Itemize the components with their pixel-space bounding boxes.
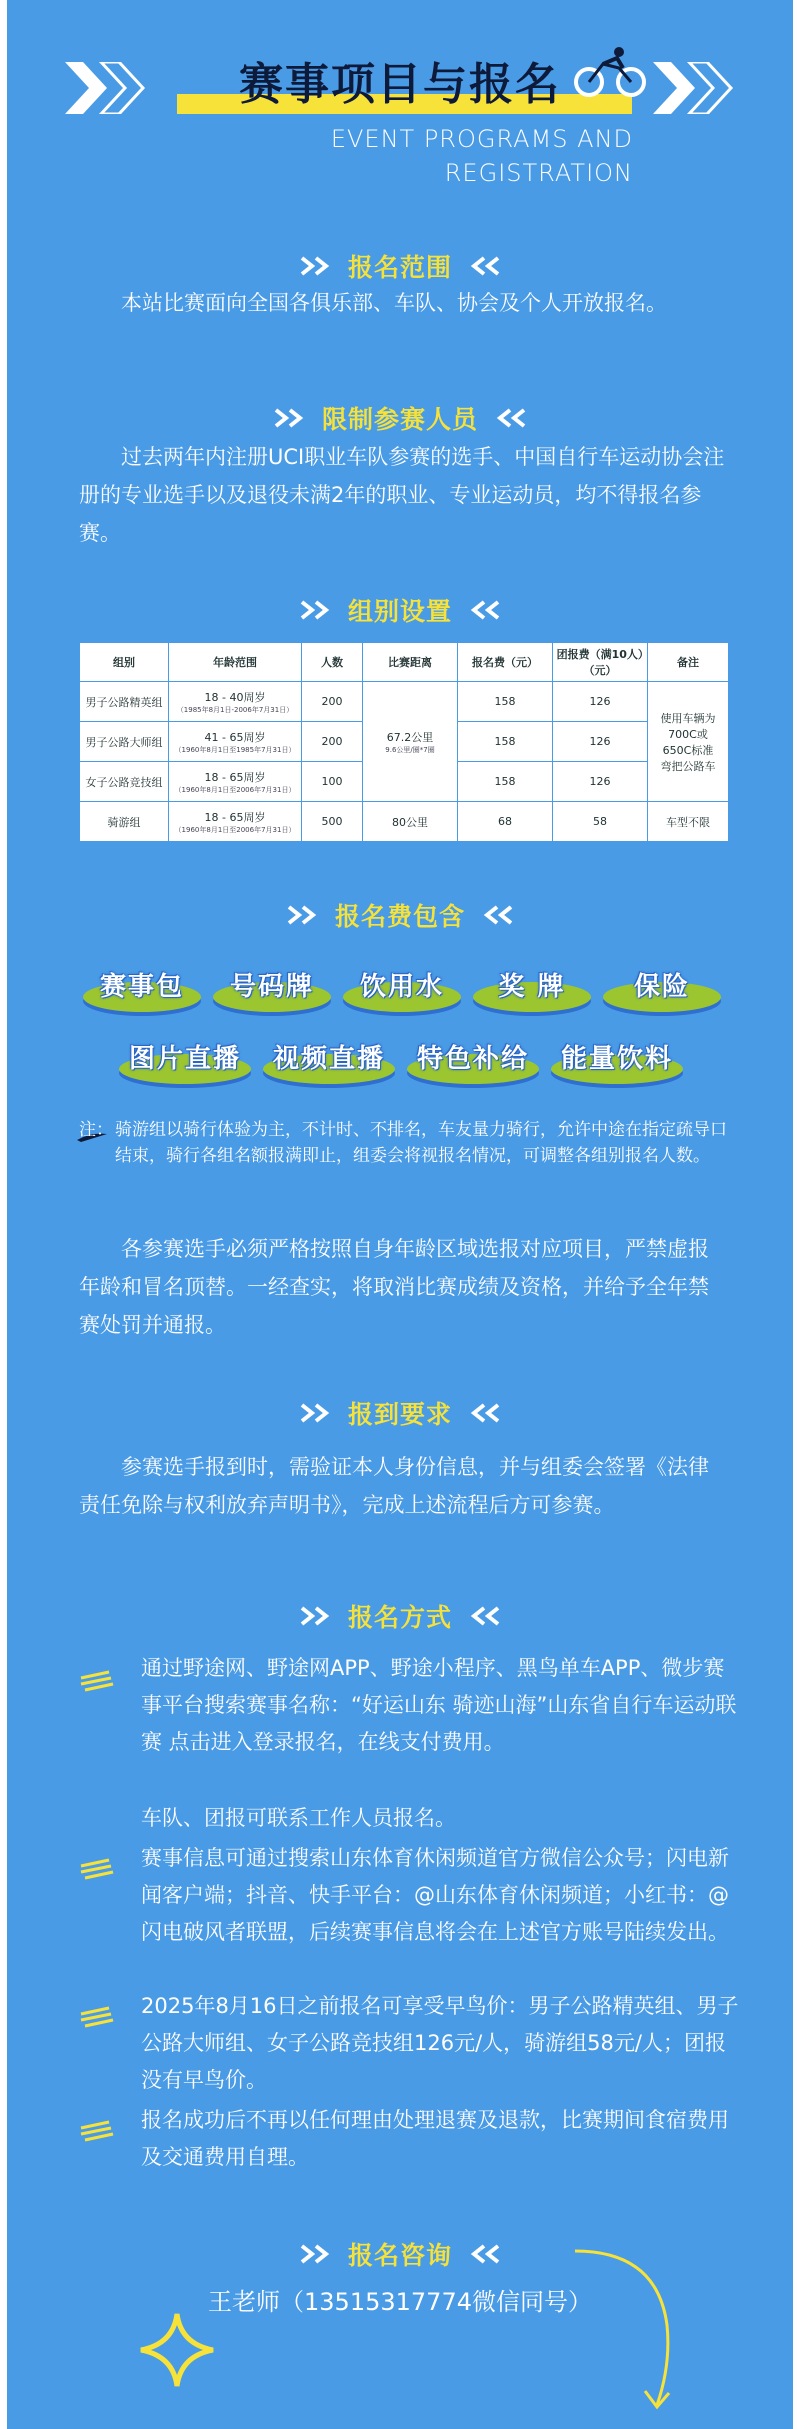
include-label: 能量饮料	[560, 1044, 673, 1074]
list-item: 赛事信息可通过搜索山东体育休闲频道官方微信公众号；闪电新闻客户端；抖音、快手平台：@山东体育休闲频道；小红书：@闪电破风者联盟，后续赛事信息将会在上述官方账号陆续发出。	[141, 1846, 729, 1944]
double-chevron-left-icon	[466, 256, 500, 276]
participant-count: 200	[302, 682, 363, 722]
section-heading-method	[7, 1598, 793, 1634]
column-header: 组别	[80, 643, 169, 682]
restricted-text: 过去两年内注册UCI职业车队参赛的选手、中国自行车运动协会注册的专业选手以及退役未满2年的职业、专业运动员，均不得报名参赛。	[79, 445, 725, 545]
group-name: 男子公路精英组	[80, 682, 169, 722]
checkin-text: 参赛选手报到时，需验证本人身份信息，并与组委会签署《法律责任免除与权利放弃声明书》，完成上述流程后方可参赛。	[79, 1455, 709, 1517]
tour-group-note	[79, 1117, 729, 1169]
age-range	[169, 762, 302, 802]
double-chevron-right-icon	[300, 600, 334, 620]
table-row	[80, 682, 729, 722]
age-warning-text: 各参赛选手必须严格按照自身年龄区域选报对应项目，严禁虚报年龄和冒名顶替。一经查实，将取消比赛成绩及资格，并给予全年禁赛处罚并通报。	[79, 1237, 709, 1337]
group-name: 骑游组	[80, 802, 169, 842]
sparkle-icon	[137, 2310, 217, 2390]
page-subtitle-en	[331, 122, 633, 190]
groups-table	[79, 642, 729, 842]
team-fee: 58	[553, 802, 648, 842]
age-detail: （1960年8月1日至2006年7月31日）	[174, 825, 296, 834]
section-heading-checkin	[7, 1395, 793, 1431]
double-chevron-left-icon	[466, 2244, 500, 2264]
age-value: 41 - 65周岁	[204, 730, 266, 744]
distance-detail: 9.6公里/圈*7圈	[385, 745, 435, 754]
double-chevron-right-icon	[300, 2244, 334, 2264]
include-badge	[83, 960, 201, 1014]
column-header: 年龄范围	[169, 643, 302, 682]
race-distance	[363, 682, 458, 802]
race-distance-tour: 80公里	[363, 802, 458, 842]
entry-fee: 158	[458, 682, 553, 722]
cyclist-icon	[573, 44, 649, 100]
include-label: 特色补给	[416, 1044, 529, 1074]
team-fee: 126	[553, 682, 648, 722]
table-header-row	[80, 643, 729, 682]
section-title: 限制参赛人员	[321, 405, 478, 434]
participant-count: 200	[302, 722, 363, 762]
list-item: 通过野途网、野途网APP、野途小程序、黑鸟单车APP、微步赛事平台搜索赛事名称：“好运山东 骑迹山海”山东省自行车运动联赛 点击进入登录报名，在线支付费用。	[141, 1656, 737, 1754]
subtitle-line-2: REGISTRATION	[444, 159, 633, 187]
entry-fee: 158	[458, 762, 553, 802]
column-header: 团报费（满10人）（元）	[553, 643, 648, 682]
subtitle-line-1: EVENT PROGRAMS AND	[330, 125, 633, 153]
age-detail: （1960年8月1日至1985年7月31日）	[174, 745, 296, 754]
double-chevron-right-icon	[300, 1606, 334, 1626]
section-heading-groups	[7, 592, 793, 628]
include-label: 图片直播	[128, 1044, 241, 1074]
note-label: 注：	[79, 1120, 113, 1140]
age-value: 18 - 40周岁	[204, 690, 266, 704]
section-title: 报到要求	[347, 1400, 452, 1429]
double-chevron-right-icon	[300, 256, 334, 276]
group-name: 男子公路大师组	[80, 722, 169, 762]
remark-tour: 车型不限	[648, 802, 729, 842]
include-badge	[119, 1032, 251, 1086]
speed-lines-bullet-icon	[79, 2120, 115, 2142]
double-chevron-right-icon	[274, 408, 308, 428]
column-header: 人数	[302, 643, 363, 682]
include-badge	[407, 1032, 539, 1086]
age-detail: （1985年8月1日-2006年7月31日）	[176, 705, 294, 714]
entry-fee: 68	[458, 802, 553, 842]
include-label: 号码牌	[229, 972, 314, 1002]
entry-fee: 158	[458, 722, 553, 762]
section-title: 报名费包含	[334, 902, 465, 931]
registration-page	[7, 0, 793, 2429]
remark-main: 使用车辆为700C或650C标准弯把公路车	[648, 682, 729, 802]
section-title: 组别设置	[347, 597, 452, 626]
participant-count: 100	[302, 762, 363, 802]
age-range	[169, 682, 302, 722]
include-badge	[263, 1032, 395, 1086]
column-header: 备注	[648, 643, 729, 682]
scope-text: 本站比赛面向全国各俱乐部、车队、协会及个人开放报名。	[121, 291, 667, 315]
group-name: 女子公路竞技组	[80, 762, 169, 802]
section-title: 报名范围	[347, 253, 452, 282]
section-title: 报名咨询	[347, 2241, 452, 2270]
double-chevron-left-icon	[479, 905, 513, 925]
include-label: 视频直播	[272, 1044, 385, 1074]
list-item: 车队、团报可联系工作人员报名。	[141, 1806, 456, 1830]
column-header: 报名费（元）	[458, 643, 553, 682]
speed-lines-bullet-icon	[79, 2006, 115, 2028]
column-header: 比赛距离	[363, 643, 458, 682]
distance-main: 67.2公里	[386, 730, 434, 744]
note-text: 骑游组以骑行体验为主，不计时、不排名，车友量力骑行，允许中途在指定疏导口结束，骑行各组名额报满即止，组委会将视报名情况，可调整各组别报名人数。	[115, 1120, 727, 1166]
include-label: 饮用水	[359, 972, 444, 1002]
include-badge	[343, 960, 461, 1014]
double-chevron-left-icon	[466, 1606, 500, 1626]
include-badge	[551, 1032, 683, 1086]
list-item: 2025年8月16日之前报名可享受早鸟价：男子公路精英组、男子公路大师组、女子公路竞技组126元/人，骑游组58元/人；团报没有早鸟价。	[141, 1994, 739, 2092]
include-label: 奖 牌	[498, 972, 566, 1002]
section-heading-includes	[7, 897, 793, 933]
age-range	[169, 722, 302, 762]
section-heading-restricted	[7, 400, 793, 436]
speed-lines-bullet-icon	[79, 1670, 115, 1692]
team-fee: 126	[553, 762, 648, 802]
page-title: 赛事项目与报名	[239, 59, 561, 110]
list-item: 报名成功后不再以任何理由处理退赛及退款，比赛期间食宿费用及交通费用自理。	[141, 2108, 729, 2169]
include-badge	[213, 960, 331, 1014]
age-value: 18 - 65周岁	[204, 810, 266, 824]
double-chevron-left-icon	[466, 600, 500, 620]
speed-lines-bullet-icon	[79, 1858, 115, 1880]
curved-arrow-icon	[567, 2245, 687, 2415]
section-title: 报名方式	[347, 1603, 452, 1632]
age-range	[169, 802, 302, 842]
include-label: 保险	[633, 972, 690, 1002]
contact-info: 王老师（13515317774微信同号）	[208, 2288, 592, 2316]
table-row	[80, 802, 729, 842]
double-chevron-right-icon	[300, 1403, 334, 1423]
include-badge	[473, 960, 591, 1014]
section-heading-scope	[7, 248, 793, 284]
double-chevron-right-icon	[287, 905, 321, 925]
double-chevron-left-icon	[466, 1403, 500, 1423]
age-value: 18 - 65周岁	[204, 770, 266, 784]
team-fee: 126	[553, 722, 648, 762]
participant-count: 500	[302, 802, 363, 842]
double-chevron-left-icon	[492, 408, 526, 428]
include-label: 赛事包	[99, 972, 184, 1002]
age-detail: （1960年8月1日至2006年7月31日）	[174, 785, 296, 794]
include-badge	[603, 960, 721, 1014]
